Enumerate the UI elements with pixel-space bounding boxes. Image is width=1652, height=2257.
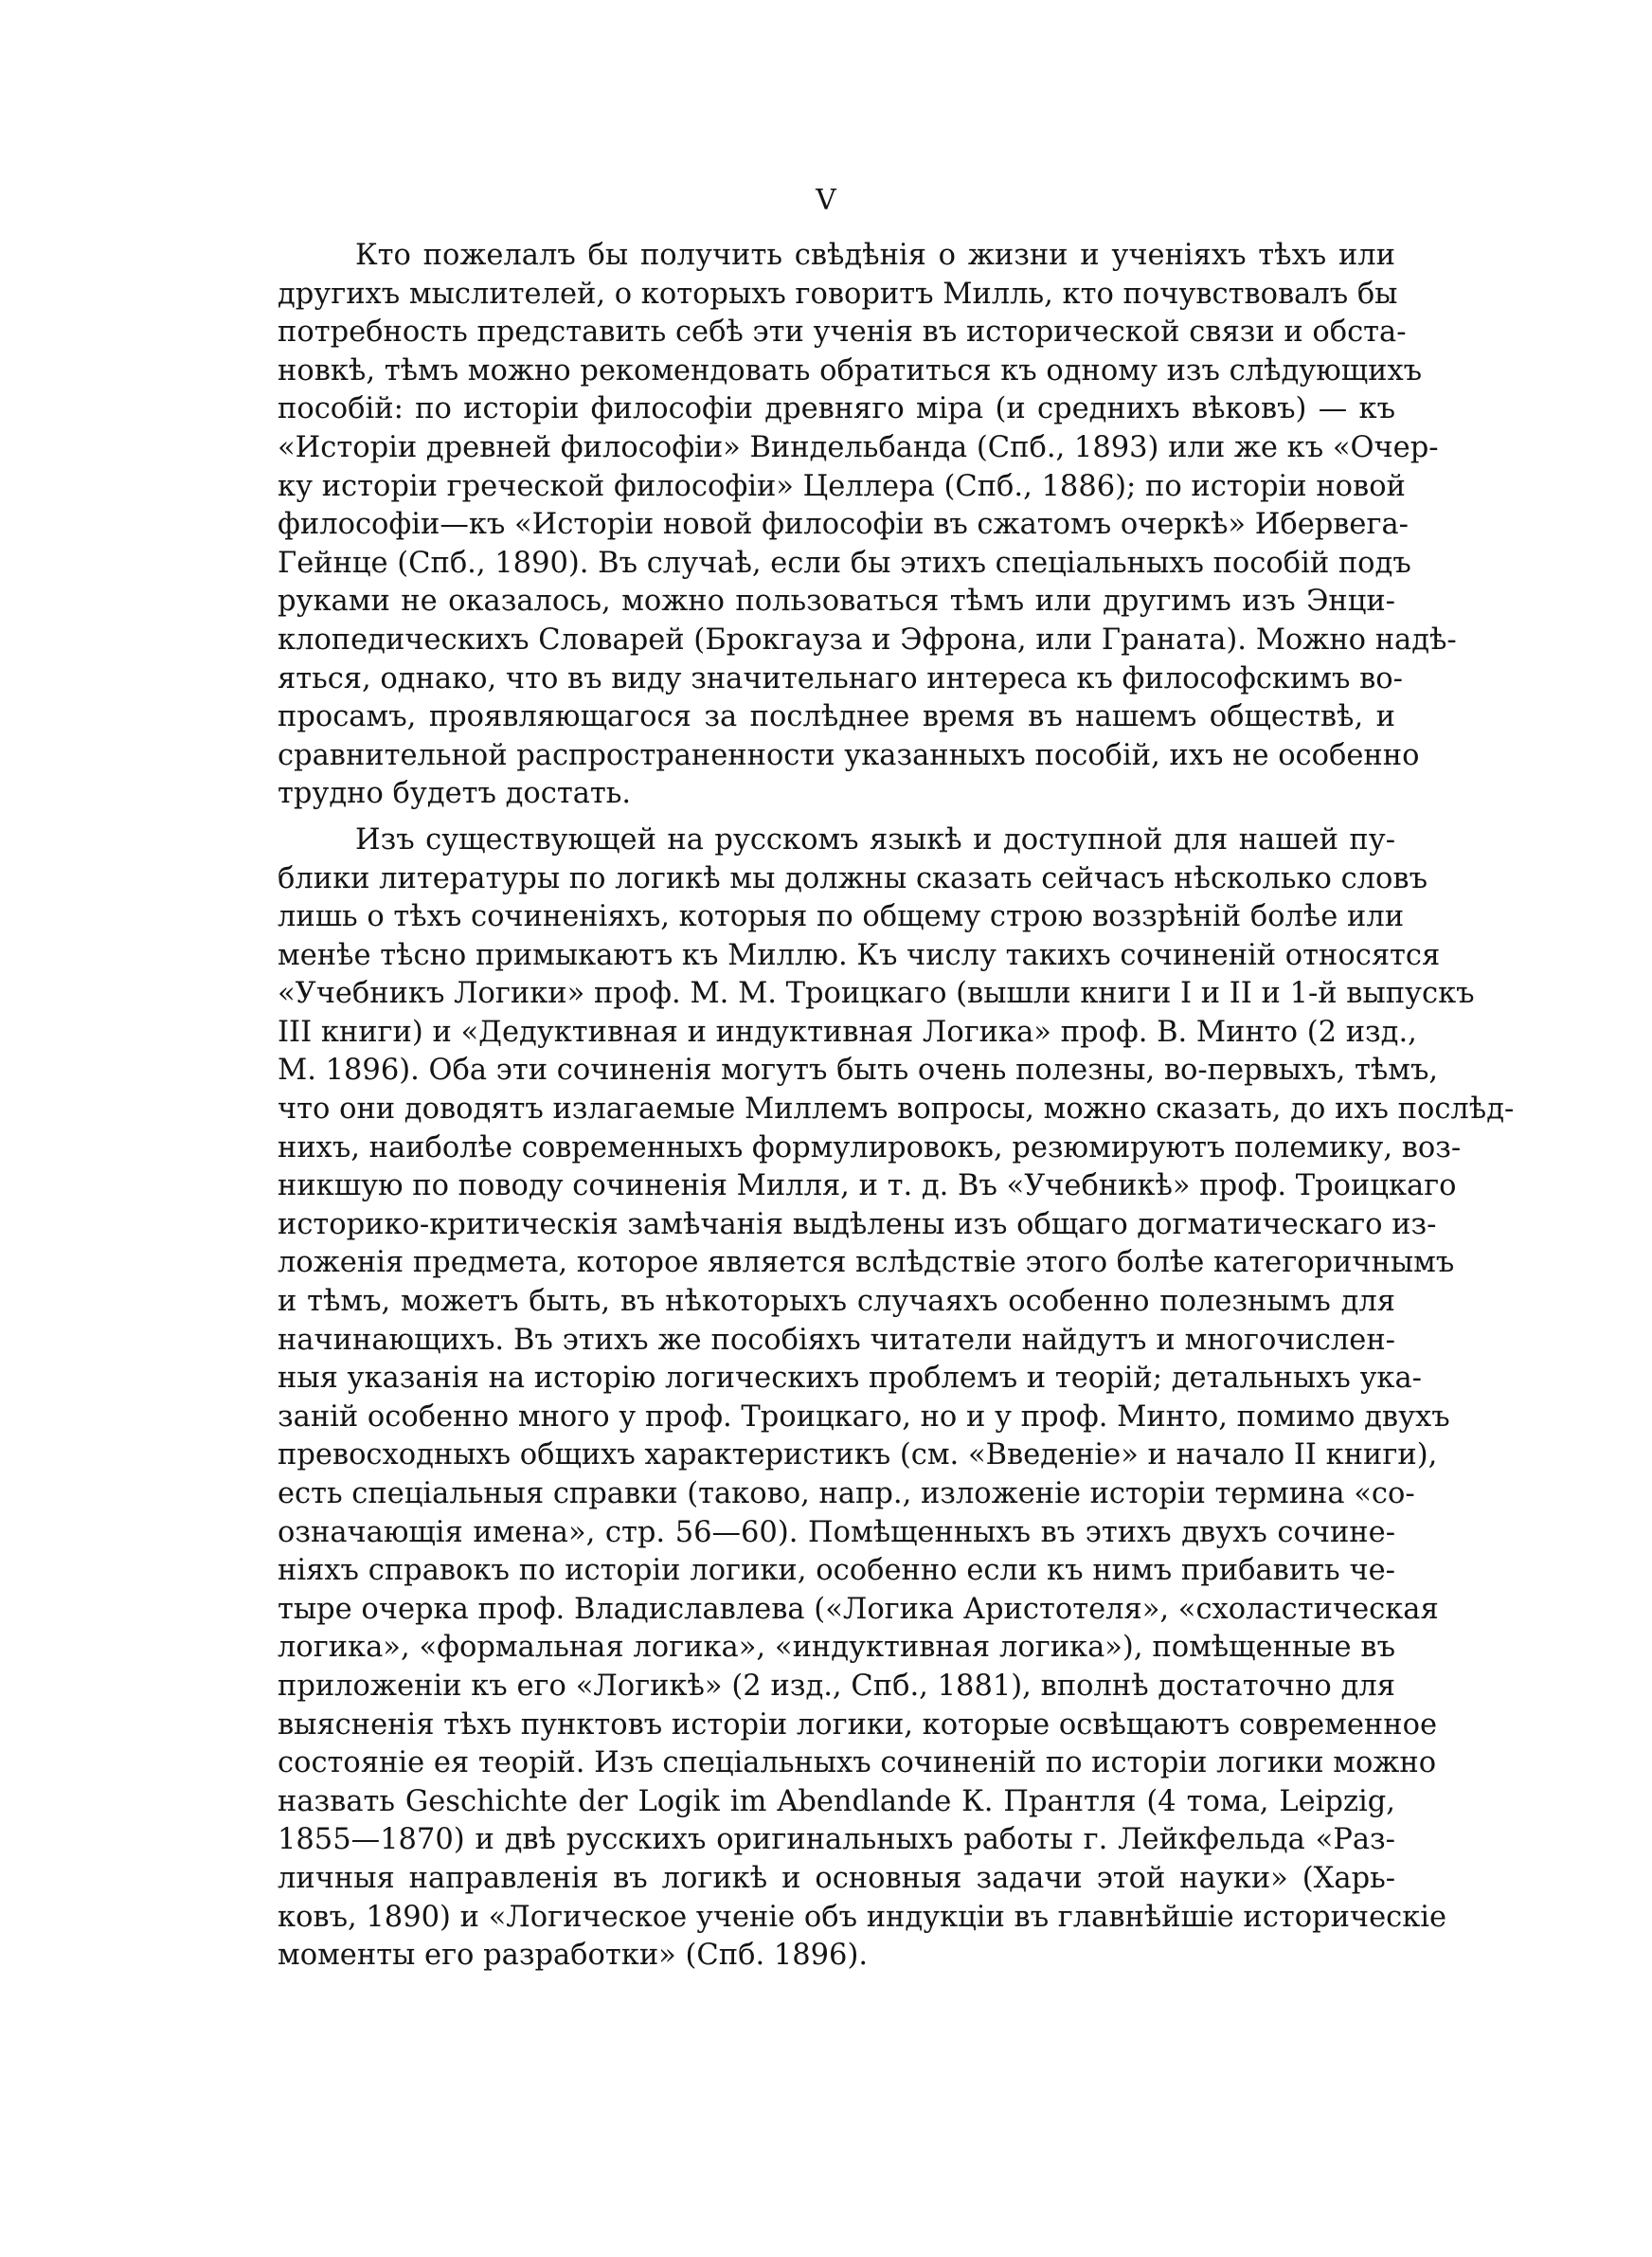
text-line: приложеніи къ его «Логикѣ» (2 изд., Спб., 1881), вполнѣ достаточно для: [278, 1669, 1395, 1703]
text-line: нихъ, наиболѣе современныхъ формулировокъ, резюмируютъ полемику, воз-: [278, 1130, 1462, 1165]
text-line: III книги) и «Дедуктивная и индуктивная Логика» проф. В. Минто (2 изд.,: [278, 1015, 1417, 1049]
text-line: выясненія тѣхъ пунктовъ исторіи логики, которые освѣщаютъ современное: [278, 1707, 1437, 1742]
text-line: «Исторіи древней философіи» Виндельбанда (Спб., 1893) или же къ «Очер-: [278, 430, 1439, 464]
text-line: ку исторіи греческой философіи» Целлера (Спб., 1886); по исторіи новой: [278, 469, 1406, 503]
text-line: логика», «формальная логика», «индуктивная логика»), помѣщенные въ: [278, 1631, 1395, 1665]
text-line: ковъ, 1890) и «Логическое ученіе объ индукціи въ главнѣйшіе историческіе: [278, 1900, 1447, 1934]
text-line: что они доводятъ излагаемые Миллемъ вопросы, можно сказать, до ихъ послѣд-: [278, 1092, 1515, 1127]
text-line: менѣе тѣсно примыкаютъ къ Миллю. Къ числу такихъ сочиненій относятся: [278, 938, 1441, 972]
text-line: 1855—1870) и двѣ русскихъ оригинальныхъ работы г. Лейкфельда «Раз-: [278, 1823, 1395, 1857]
text-line: историко-критическія замѣчанія выдѣлены изъ общаго догматическаго из-: [278, 1207, 1437, 1241]
text-line: пособій: по исторіи философіи древняго міра (и среднихъ вѣковъ) — къ: [278, 392, 1395, 426]
text-line: просамъ, проявляющагося за послѣднее время въ нашемъ обществѣ, и: [278, 700, 1395, 734]
text-line: новкѣ, тѣмъ можно рекомендовать обратиться къ одному изъ слѣдующихъ: [278, 353, 1423, 388]
text-line: назвать Geschichte der Logik im Abendlande К. Прантля (4 тома, Leipzig,: [278, 1784, 1395, 1818]
text-line: и тѣмъ, можетъ быть, въ нѣкоторыхъ случаяхъ особенно полезнымъ для: [278, 1285, 1395, 1319]
paragraph-2: [278, 822, 1515, 1976]
text-line: яться, однако, что въ виду значительнаго интереса къ философскимъ во-: [278, 661, 1403, 695]
text-line: клопедическихъ Словарей (Брокгауза и Эфрона, или Граната). Можно надѣ-: [278, 623, 1457, 657]
text-line: состояніе ея теорій. Изъ спеціальныхъ сочиненій по исторіи логики можно: [278, 1746, 1437, 1780]
text-line: Кто пожелалъ бы получить свѣдѣнія о жизни и ученіяхъ тѣхъ или: [355, 239, 1395, 272]
text-line: другихъ мыслителей, о которыхъ говоритъ Милль, кто почувствовалъ бы: [278, 277, 1398, 311]
text-line: блики литературы по логикѣ мы должны сказать сейчасъ нѣсколько словъ: [278, 861, 1428, 895]
paragraph-1: [278, 237, 1457, 814]
text-line: начинающихъ. Въ этихъ же пособіяхъ читатели найдутъ и многочислен-: [278, 1323, 1395, 1357]
text-line: ложенія предмета, которое является вслѣдствіе этого болѣе категоричнымъ: [278, 1246, 1455, 1280]
text-line: «Учебникъ Логики» проф. М. М. Троицкаго (вышли книги I и II и 1-й выпускъ: [278, 977, 1475, 1011]
text-line: М. 1896). Оба эти сочиненія могутъ быть очень полезны, во-первыхъ, тѣмъ,: [278, 1054, 1439, 1088]
body-text: [278, 237, 1515, 1976]
text-line: означающія имена», стр. 56—60). Помѣщенныхъ въ этихъ двухъ сочине-: [278, 1515, 1395, 1549]
text-line: Изъ существующей на русскомъ языкѣ и доступной для нашей пу-: [355, 822, 1395, 857]
text-line: лишь о тѣхъ сочиненіяхъ, которыя по общему строю воззрѣній болѣе или: [278, 900, 1405, 934]
text-line: Гейнце (Спб., 1890). Въ случаѣ, если бы этихъ спеціальныхъ пособій подъ: [278, 546, 1411, 580]
text-line: личныя направленія въ логикѣ и основныя задачи этой науки» (Харь-: [278, 1861, 1395, 1895]
text-line: руками не оказалось, можно пользоваться тѣмъ или другимъ изъ Энци-: [278, 585, 1395, 619]
text-line: заній особенно много у проф. Троицкаго, но и у проф. Минто, помимо двухъ: [278, 1399, 1450, 1434]
text-line: потребность представить себѣ эти ученія въ исторической связи и обста-: [278, 316, 1407, 350]
text-line: трудно будетъ достать.: [278, 777, 632, 811]
text-line: сравнительной распространенности указанныхъ пособій, ихъ не особенно: [278, 738, 1420, 772]
text-line: превосходныхъ общихъ характеристикъ (см. «Введеніе» и начало II книги),: [278, 1438, 1438, 1472]
text-line: никшую по поводу сочиненія Милля, и т. д. Въ «Учебникѣ» проф. Троицкаго: [278, 1169, 1457, 1203]
text-line: ныя указанія на исторію логическихъ проблемъ и теорій; детальныхъ ука-: [278, 1362, 1422, 1396]
text-line: тыре очерка проф. Владиславлева («Логика Аристотеля», «схоластическая: [278, 1592, 1439, 1626]
text-line: философіи—къ «Исторіи новой философіи въ сжатомъ очеркѣ» Ибервега-: [278, 508, 1409, 542]
text-line: моменты его разработки» (Спб. 1896).: [278, 1939, 869, 1973]
text-line: ніяхъ справокъ по исторіи логики, особенно если къ нимъ прибавить че-: [278, 1554, 1395, 1588]
text-line: есть спеціальныя справки (таково, напр., изложеніе исторіи термина «со-: [278, 1477, 1415, 1510]
page-number: V: [816, 184, 836, 217]
